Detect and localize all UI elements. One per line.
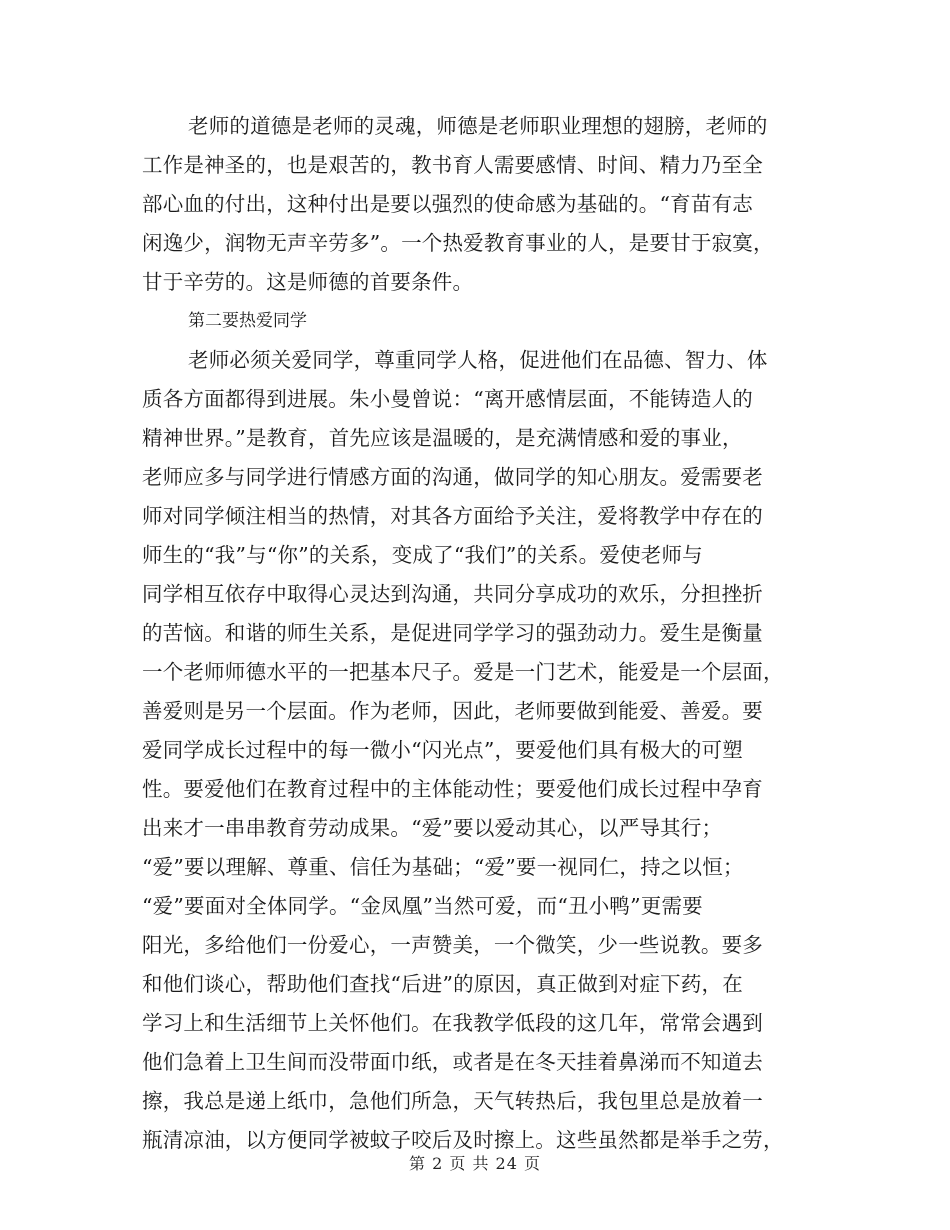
section-heading: 第二要热爱同学 [188,311,307,331]
text-line: 爱同学成长过程中的每一微小“闪光点”，要爱他们具有极大的可塑 [142,738,743,762]
text-line: 质各方面都得到进展。朱小曼曾说：“离开感情层面，不能铸造人的 [142,387,753,411]
text-line: 部心血的付出，这种付出是要以强烈的使命感为基础的。“育苗有志 [142,192,753,216]
text-line: 工作是神圣的，也是艰苦的，教书育人需要感情、时间、精力乃至全 [142,153,763,177]
text-line: “爱”要以理解、尊重、信任为基础；“爱”要一视同仁，持之以恒； [142,855,744,879]
text-line: 的苦恼。和谐的师生关系，是促进同学学习的强劲动力。爱生是衡量 [142,621,763,645]
text-line: 一个老师师德水平的一把基本尺子。爱是一门艺术，能爱是一个层面， [142,660,784,684]
document-body [142,107,806,1160]
text-line: 同学相互依存中取得心灵达到沟通，共同分享成功的欢乐，分担挫折 [142,582,763,606]
text-line: 学习上和生活细节上关怀他们。在我教学低段的这几年，常常会遇到 [142,1011,763,1035]
text-line: 老师的道德是老师的灵魂，师德是老师职业理想的翅膀，老师的 [188,114,768,138]
text-line: 闲逸少，润物无声辛劳多”。一个热爱教育事业的人，是要甘于寂寞， [142,231,774,255]
text-line: 老师必须关爱同学，尊重同学人格，促进他们在品德、智力、体 [188,348,768,372]
paragraph-love-students [142,341,806,1160]
text-line: 性。要爱他们在教育过程中的主体能动性；要爱他们成长过程中孕育 [142,777,763,801]
text-line: 他们急着上卫生间而没带面巾纸，或者是在冬天挂着鼻涕而不知道去 [142,1050,763,1074]
text-line: 甘于辛劳的。这是师德的首要条件。 [142,270,474,294]
text-line: 老师应多与同学进行情感方面的沟通，做同学的知心朋友。爱需要老 [142,465,763,489]
text-line: 精神世界。”是教育，首先应该是温暖的，是充满情感和爱的事业， [142,426,743,450]
paragraph-teacher-ethics [142,107,806,302]
text-line: 阳光，多给他们一份爱心，一声赞美，一个微笑，少一些说教。要多 [142,933,763,957]
text-line: 和他们谈心，帮助他们查找“后进”的原因，真正做到对症下药，在 [142,972,743,996]
text-line: 师对同学倾注相当的热情，对其各方面给予关注，爱将教学中存在的 [142,504,763,528]
page-number-footer: 第 2 页 共 24 页 [409,1154,541,1173]
text-line: 瓶清凉油，以方便同学被蚊子咬后及时擦上。这些虽然都是举手之劳， [142,1128,784,1152]
text-line: 师生的“我”与“你”的关系，变成了“我们”的关系。爱使老师与 [142,543,703,567]
text-line: 善爱则是另一个层面。作为老师，因此，老师要做到能爱、善爱。要 [142,699,763,723]
text-line: 出来才一串串教育劳动成果。“爱”要以爱动其心，以严导其行； [142,816,723,840]
text-line: “爱”要面对全体同学。“金凤凰”当然可爱，而“丑小鸭”更需要 [142,894,703,918]
text-line: 擦，我总是递上纸巾，急他们所急，天气转热后，我包里总是放着一 [142,1089,763,1113]
